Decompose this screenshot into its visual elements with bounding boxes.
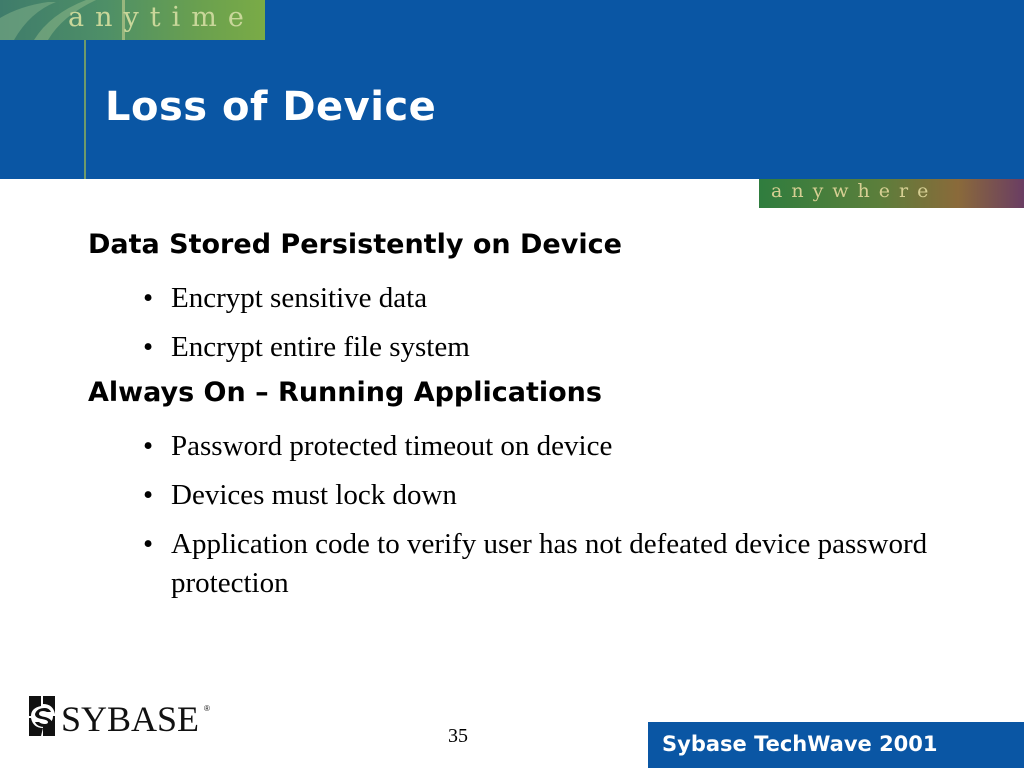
bullet-item <box>143 279 963 318</box>
anytime-label: anytime <box>68 2 255 33</box>
techwave-banner <box>648 722 1024 768</box>
header-divider <box>84 40 86 179</box>
anywhere-label: anywhere <box>771 180 938 202</box>
anytime-banner <box>0 0 265 40</box>
page-number: 35 <box>448 725 468 747</box>
bullet-text: Password protected timeout on device <box>171 430 613 462</box>
bullet-marker: • <box>143 430 154 462</box>
bullet-item <box>143 328 963 367</box>
bullet-item <box>143 476 963 515</box>
bullet-text: Devices must lock down <box>171 479 457 511</box>
bullet-item <box>143 525 963 603</box>
event-label: Sybase TechWave 2001 <box>662 732 938 756</box>
bullet-text: Encrypt entire file system <box>171 331 470 363</box>
sybase-wordmark: SYBASE <box>61 699 200 739</box>
bullet-text: Application code to verify user has not defeated device password protection <box>171 528 928 599</box>
sybase-logo <box>27 694 210 740</box>
registered-mark: ® <box>204 704 210 713</box>
bullet-text: Encrypt sensitive data <box>171 282 428 314</box>
bullet-marker: • <box>143 479 154 511</box>
sybase-s-mark-icon <box>27 694 57 738</box>
anywhere-banner <box>759 179 1024 208</box>
bullet-item <box>143 427 963 466</box>
bullet-marker: • <box>143 282 154 314</box>
section-heading: Data Stored Persistently on Device <box>88 229 622 260</box>
bullet-marker: • <box>143 331 154 363</box>
slide-title: Loss of Device <box>105 84 437 130</box>
bullet-marker: • <box>143 528 154 560</box>
section-heading: Always On – Running Applications <box>88 377 602 408</box>
